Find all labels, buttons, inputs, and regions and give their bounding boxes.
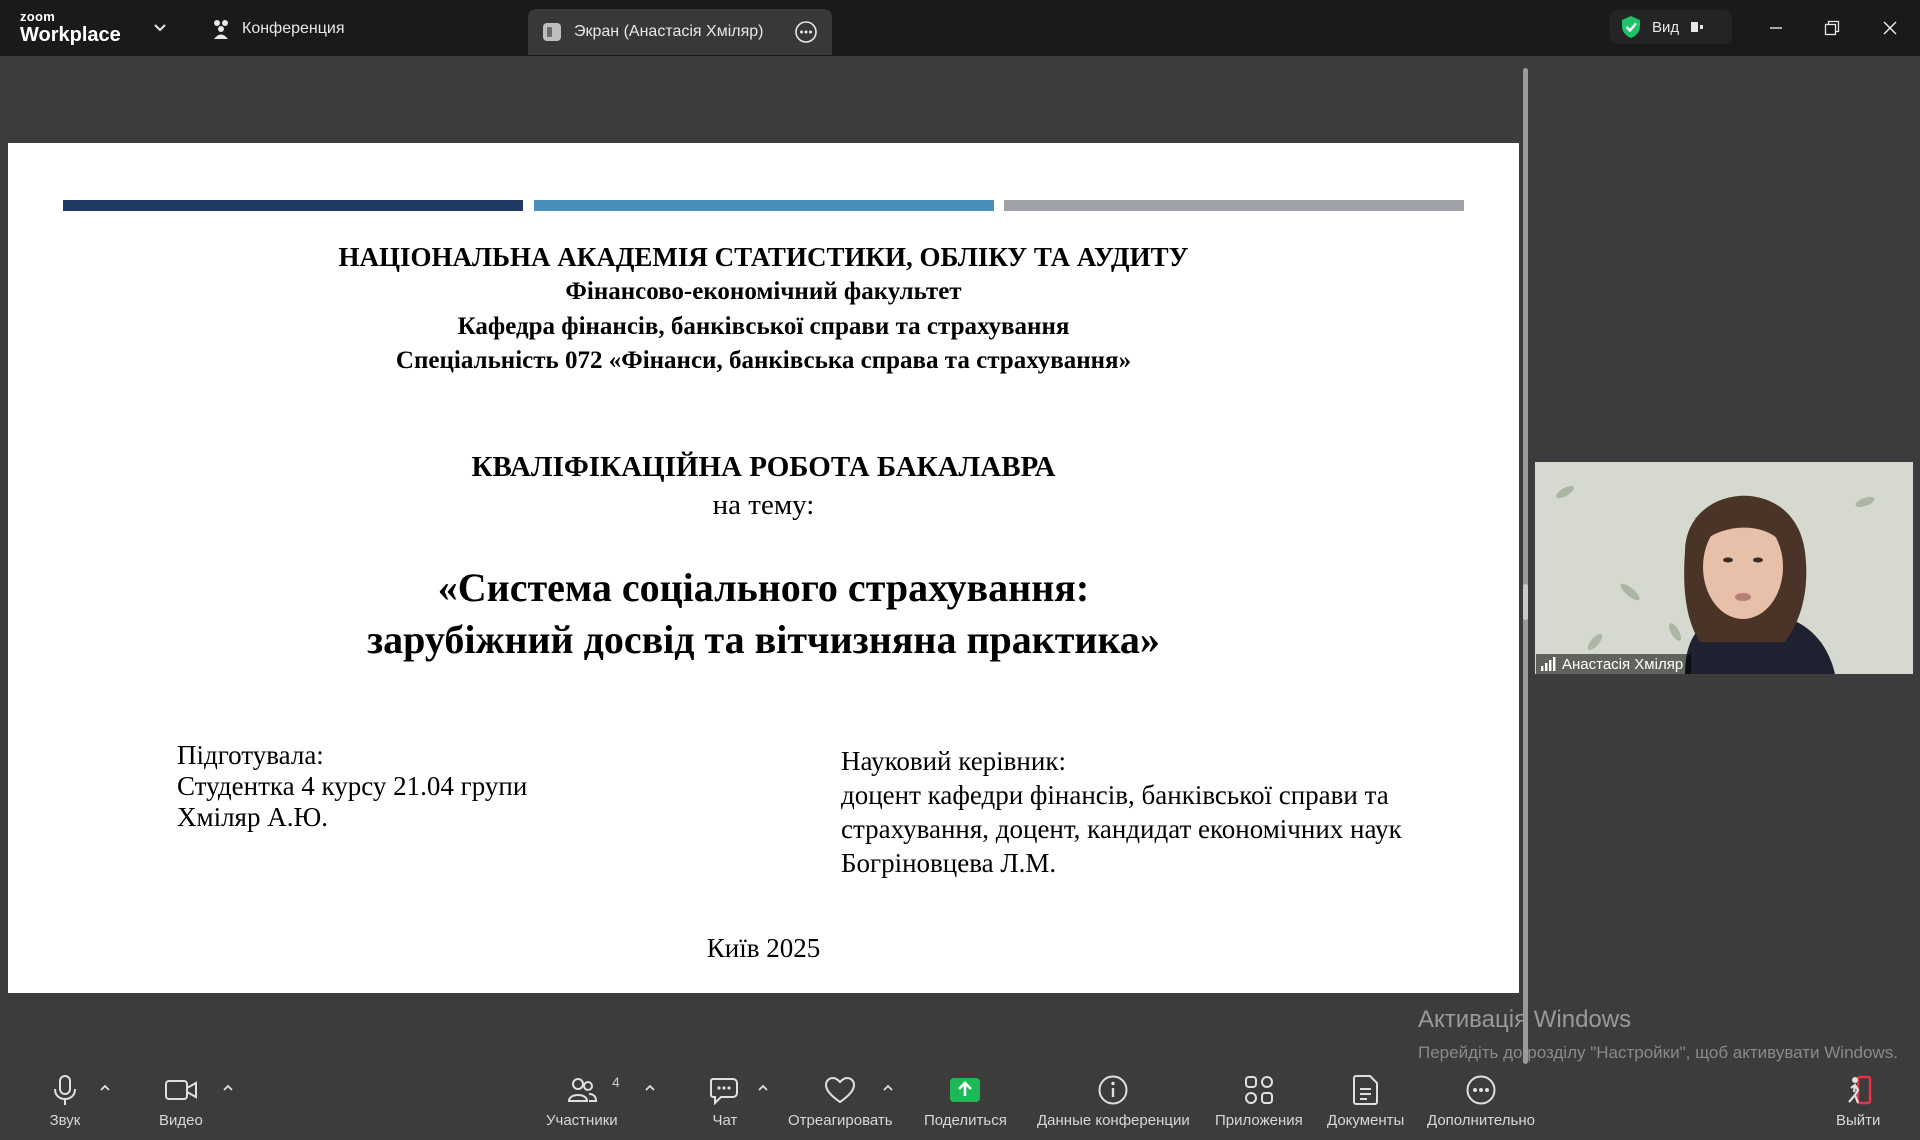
leave-label: Выйти (1836, 1112, 1881, 1129)
participant-video[interactable] (1535, 462, 1913, 674)
prepared-by-line-2: Хміляр А.Ю. (177, 802, 328, 832)
topic-title-line-2: зарубіжний досвід та вітчизняна практика» (367, 617, 1160, 662)
participants-icon (567, 1076, 597, 1104)
participants-label: Участники (546, 1112, 618, 1129)
meeting-icon (210, 18, 232, 40)
more-options-icon[interactable] (794, 20, 818, 44)
video-button[interactable] (159, 1072, 203, 1129)
screen-share-icon (542, 22, 562, 42)
supervisor-line-2: страхування, доцент, кандидат економічних наук (841, 814, 1402, 844)
prepared-by-line-1: Студентка 4 курсу 21.04 групи (177, 771, 528, 801)
view-label: Вид (1652, 18, 1680, 36)
signal-strength-icon (1540, 657, 1556, 671)
view-layout-icon (1689, 19, 1705, 35)
apps-icon (1243, 1074, 1275, 1106)
view-button[interactable] (1610, 10, 1732, 44)
tab-meeting-label: Конференция (242, 20, 345, 37)
faculty-name: Фінансово-економічний факультет (565, 278, 962, 305)
chevron-down-icon[interactable] (150, 17, 170, 37)
department-name: Кафедра фінансів, банківської справи та страхування (457, 313, 1070, 340)
participants-count: 4 (612, 1074, 620, 1090)
institution-name: НАЦІОНАЛЬНА АКАДЕМІЯ СТАТИСТИКИ, ОБЛІКУ ТА АУДИТУ (338, 242, 1189, 272)
tab-meeting[interactable] (210, 16, 345, 42)
participants-button[interactable] (546, 1072, 618, 1129)
accent-bar-blue (534, 200, 994, 211)
supervisor-label: Науковий керівник: (841, 746, 1066, 776)
restore-button[interactable] (1818, 14, 1846, 42)
microphone-icon (50, 1074, 80, 1106)
close-icon (1882, 20, 1898, 36)
minimize-button[interactable] (1762, 14, 1790, 42)
more-label: Дополнительно (1427, 1112, 1535, 1129)
audio-label: Звук (49, 1112, 81, 1129)
tab-screen-share[interactable] (528, 9, 832, 55)
documents-button[interactable] (1327, 1072, 1404, 1129)
video-label: Видео (159, 1112, 203, 1129)
windows-activation-title: Активація Windows (1418, 1006, 1632, 1033)
participants-options-caret-icon[interactable] (642, 1080, 658, 1096)
participant-name: Анастасія Хміляр (1562, 655, 1684, 673)
shared-slide (8, 143, 1519, 993)
react-options-caret-icon[interactable] (880, 1080, 896, 1096)
documents-label: Документы (1327, 1112, 1405, 1129)
prepared-by-label: Підготувала: (177, 740, 324, 770)
work-type: КВАЛІФІКАЦІЙНА РОБОТА БАКАЛАВРА (471, 451, 1056, 483)
heart-icon (824, 1076, 856, 1104)
minimize-icon (1769, 21, 1783, 35)
meeting-info-label: Данные конференции (1037, 1112, 1190, 1129)
video-camera-icon (164, 1077, 198, 1103)
react-label: Отреагировать (788, 1112, 893, 1129)
audio-button[interactable] (47, 1072, 83, 1129)
share-screen-label: Поделиться (924, 1112, 1007, 1129)
participant-name-tag (1536, 654, 1691, 674)
react-button[interactable] (788, 1072, 893, 1129)
accent-bar-navy (63, 200, 523, 211)
on-topic-label: на тему: (712, 489, 815, 521)
restore-icon (1824, 20, 1840, 36)
logo-product: Workplace (20, 24, 121, 46)
leave-icon (1842, 1074, 1874, 1106)
zoom-logo (20, 10, 121, 45)
document-icon (1352, 1074, 1380, 1106)
title-bar (0, 0, 1920, 56)
video-options-caret-icon[interactable] (220, 1080, 236, 1096)
participant-video-frame (1535, 462, 1913, 674)
supervisor-block (841, 744, 1402, 880)
chat-label: Чат (712, 1112, 738, 1129)
chat-options-caret-icon[interactable] (755, 1080, 771, 1096)
city-year: Київ 2025 (706, 933, 821, 963)
audio-options-caret-icon[interactable] (97, 1080, 113, 1096)
accent-bar-gray (1004, 200, 1464, 211)
windows-activation-subtitle: Перейдіть до розділу "Настройки", щоб активувати Windows. (1418, 1043, 1898, 1062)
more-button[interactable] (1427, 1072, 1535, 1129)
logo-brand: zoom (20, 9, 56, 24)
supervisor-line-3: Богріновцева Л.М. (841, 848, 1057, 878)
leave-button[interactable] (1836, 1072, 1880, 1129)
more-icon (1465, 1074, 1497, 1106)
shield-check-icon (1620, 15, 1642, 39)
tab-screen-label: Экран (Анастасія Хміляр) (574, 23, 764, 40)
close-window-button[interactable] (1876, 14, 1904, 42)
share-screen-button[interactable] (924, 1072, 1007, 1129)
meeting-info-button[interactable] (1037, 1072, 1190, 1129)
prepared-by-block (177, 740, 527, 833)
chat-icon (709, 1075, 741, 1105)
panel-resize-handle[interactable] (1523, 584, 1528, 620)
apps-label: Приложения (1215, 1112, 1303, 1129)
specialty-name: Спеціальність 072 «Фінанси, банківська справа та страхування» (395, 347, 1132, 374)
supervisor-line-1: доцент кафедри фінансів, банківської справи та (841, 780, 1389, 810)
panel-divider[interactable] (1523, 68, 1528, 1064)
chat-button[interactable] (707, 1072, 743, 1129)
info-icon (1097, 1074, 1129, 1106)
topic-title-line-1: «Система соціального страхування: (437, 565, 1090, 610)
apps-button[interactable] (1215, 1072, 1303, 1129)
share-screen-icon (949, 1076, 981, 1104)
